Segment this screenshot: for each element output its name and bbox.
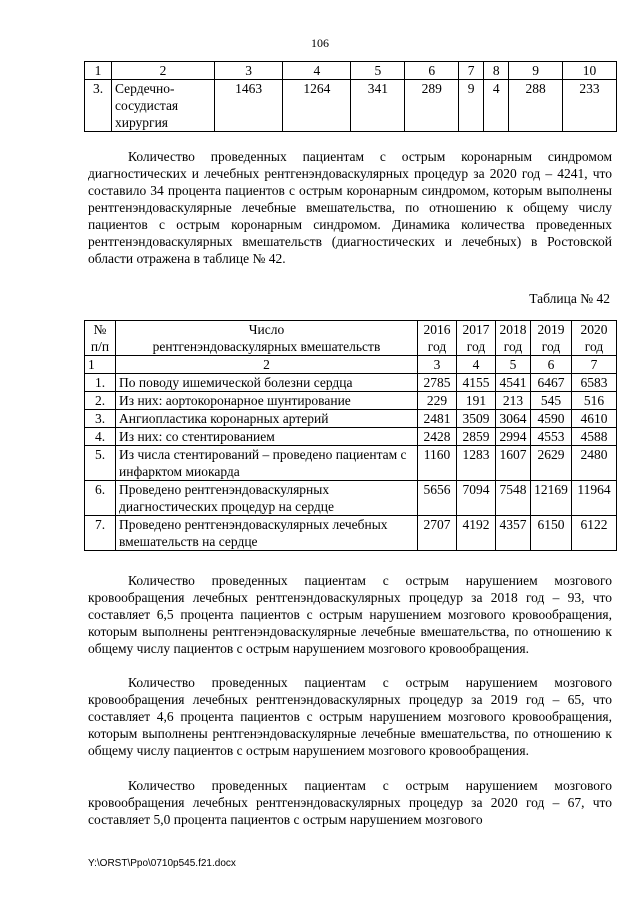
row-label: Проведено рентгенэндоваскулярных лечебных вмешательств на сердце <box>116 516 418 551</box>
table-cell: 4588 <box>572 428 617 446</box>
table-cell: 2707 <box>418 516 457 551</box>
table-cell: 2481 <box>418 410 457 428</box>
year-unit: год <box>466 339 486 354</box>
table-row <box>85 481 617 516</box>
paragraph: Количество проведенных пациентам с острым коронарным синдромом диагностических и лечебных рентгенэндоваскулярных процедур за 2020 год – 4241, что составило 34 процента пациентов с острым коронарным синдромом, которым выполнены рентгенэндоваскулярные лечебные вмешательства, по отношению к общему числу пациентов с острым коронарным синдромом. Динамика количества проведенных рентгенэндоваскулярных вмешательств (диагностических и лечебных) в Ростовской области отражена в таблице № 42. <box>88 149 612 266</box>
table-cell: 341 <box>351 80 405 132</box>
table-cell: 12169 <box>531 481 572 516</box>
year-unit: год <box>584 339 604 354</box>
index-row <box>85 356 617 374</box>
table-cell: 7094 <box>457 481 496 516</box>
header-line: п/п <box>90 339 110 354</box>
row-label-line: сосудистая <box>115 98 179 113</box>
table-cell: 4541 <box>496 374 531 392</box>
data-table <box>84 320 617 551</box>
table-cell: 8 <box>484 62 509 80</box>
table-cell: 5 <box>496 356 531 374</box>
table-cell: 3509 <box>457 410 496 428</box>
table-cell: 10 <box>563 62 617 80</box>
row-number: 1. <box>85 374 116 392</box>
table-cell: 2859 <box>457 428 496 446</box>
header-cell-year <box>418 321 457 356</box>
year-label: 2020 <box>580 322 608 337</box>
table-cell: 2994 <box>496 428 531 446</box>
year-label: 2018 <box>499 322 527 337</box>
table-row <box>85 410 617 428</box>
table-cell: 4192 <box>457 516 496 551</box>
row-number: 6. <box>85 481 116 516</box>
table-cell: 4155 <box>457 374 496 392</box>
table-row <box>85 428 617 446</box>
table-cell: 7 <box>459 62 484 80</box>
table-cell: 6 <box>405 62 459 80</box>
continuation-table <box>84 61 617 132</box>
table-cell: 2 <box>116 356 418 374</box>
header-cell-year <box>572 321 617 356</box>
table-cell: 4 <box>283 62 351 80</box>
table-cell: 289 <box>405 80 459 132</box>
table-cell: 288 <box>509 80 563 132</box>
table-cell: 6122 <box>572 516 617 551</box>
row-label: По поводу ишемической болезни сердца <box>116 374 418 392</box>
row-label-line: хирургия <box>115 115 169 130</box>
table-cell: 4553 <box>531 428 572 446</box>
year-unit: год <box>427 339 447 354</box>
table-header-row <box>85 62 617 80</box>
header-cell-year <box>457 321 496 356</box>
row-label: Ангиопластика коронарных артерий <box>116 410 418 428</box>
table-cell: 4 <box>484 80 509 132</box>
table-cell: 1607 <box>496 446 531 481</box>
table-cell: 1160 <box>418 446 457 481</box>
row-label: Проведено рентгенэндоваскулярных диагностических процедур на сердце <box>116 481 418 516</box>
row-label: Из них: аортокоронарное шунтирование <box>116 392 418 410</box>
table-cell: 229 <box>418 392 457 410</box>
table-cell: 545 <box>531 392 572 410</box>
year-label: 2016 <box>423 322 451 337</box>
table-cell: 2480 <box>572 446 617 481</box>
header-cell-number <box>85 321 116 356</box>
table-cell: 3 <box>215 62 283 80</box>
paragraph: Количество проведенных пациентам с острым нарушением мозгового кровообращения лечебных рентгенэндоваскулярных процедур за 2018 год – 93, что составляет 6,5 процента пациентов с острым нарушением мозгового кровообращения, которым выполнены рентгенэндоваскулярные лечебные вмешательства, по отношению к общему числу пациентов с острым нарушением мозгового кровообращения. <box>88 573 612 656</box>
table-cell: 3 <box>418 356 457 374</box>
header-line: № <box>93 322 107 337</box>
table-cell: 9 <box>459 80 484 132</box>
table-cell: 1 <box>85 62 112 80</box>
page-number: 106 <box>311 36 329 50</box>
table-cell: 5 <box>351 62 405 80</box>
table-cell: 6150 <box>531 516 572 551</box>
header-cell-year <box>531 321 572 356</box>
table-cell: 213 <box>496 392 531 410</box>
table-cell: 1463 <box>215 80 283 132</box>
table-header-row <box>85 321 617 356</box>
table-cell: 11964 <box>572 481 617 516</box>
header-cell-year <box>496 321 531 356</box>
table-row <box>85 516 617 551</box>
table-cell: 7 <box>572 356 617 374</box>
table-cell: 3064 <box>496 410 531 428</box>
table-cell: 1264 <box>283 80 351 132</box>
table-cell: 1283 <box>457 446 496 481</box>
paragraph: Количество проведенных пациентам с острым нарушением мозгового кровообращения лечебных рентгенэндоваскулярных процедур за 2020 год – 67, что составляет 5,0 процента пациентов с острым нарушением мозгового <box>88 778 612 827</box>
table-cell: 4 <box>457 356 496 374</box>
table-row <box>85 392 617 410</box>
row-label <box>112 80 215 132</box>
row-number: 2. <box>85 392 116 410</box>
header-line: Число <box>248 322 285 337</box>
row-number: 7. <box>85 516 116 551</box>
year-unit: год <box>541 339 561 354</box>
table-cell: 9 <box>509 62 563 80</box>
table-cell: 1 <box>85 356 116 374</box>
table-row <box>85 446 617 481</box>
table-cell: 6467 <box>531 374 572 392</box>
year-unit: год <box>503 339 523 354</box>
row-number: 3. <box>85 80 112 132</box>
table-row <box>85 374 617 392</box>
year-label: 2017 <box>462 322 490 337</box>
table-cell: 233 <box>563 80 617 132</box>
row-number: 3. <box>85 410 116 428</box>
table-cell: 516 <box>572 392 617 410</box>
table-cell: 191 <box>457 392 496 410</box>
row-label-line: Сердечно- <box>115 81 175 96</box>
table-cell: 5656 <box>418 481 457 516</box>
table-cell: 4590 <box>531 410 572 428</box>
year-label: 2019 <box>537 322 565 337</box>
row-label: Из числа стентирований – проведено пациентам с инфарктом миокарда <box>116 446 418 481</box>
table-cell: 2428 <box>418 428 457 446</box>
table-cell: 4357 <box>496 516 531 551</box>
header-line: рентгенэндоваскулярных вмешательств <box>152 339 381 354</box>
table-row <box>85 80 617 132</box>
table-cell: 2785 <box>418 374 457 392</box>
header-cell-title <box>116 321 418 356</box>
table-cell: 6583 <box>572 374 617 392</box>
file-path-footer: Y:\ORST\Ppo\0710p545.f21.docx <box>88 858 236 869</box>
table-cell: 7548 <box>496 481 531 516</box>
row-number: 5. <box>85 446 116 481</box>
table-caption: Таблица № 42 <box>529 291 610 306</box>
table-cell: 2629 <box>531 446 572 481</box>
row-number: 4. <box>85 428 116 446</box>
table-cell: 4610 <box>572 410 617 428</box>
paragraph: Количество проведенных пациентам с острым нарушением мозгового кровообращения лечебных рентгенэндоваскулярных процедур за 2019 год – 65, что составляет 4,6 процента пациентов с острым нарушением мозгового кровообращения, которым выполнены рентгенэндоваскулярные лечебные вмешательства, по отношению к общему числу пациентов с острым нарушением мозгового кровообращения. <box>88 675 612 758</box>
row-label: Из них: со стентированием <box>116 428 418 446</box>
table-cell: 2 <box>112 62 215 80</box>
table-cell: 6 <box>531 356 572 374</box>
